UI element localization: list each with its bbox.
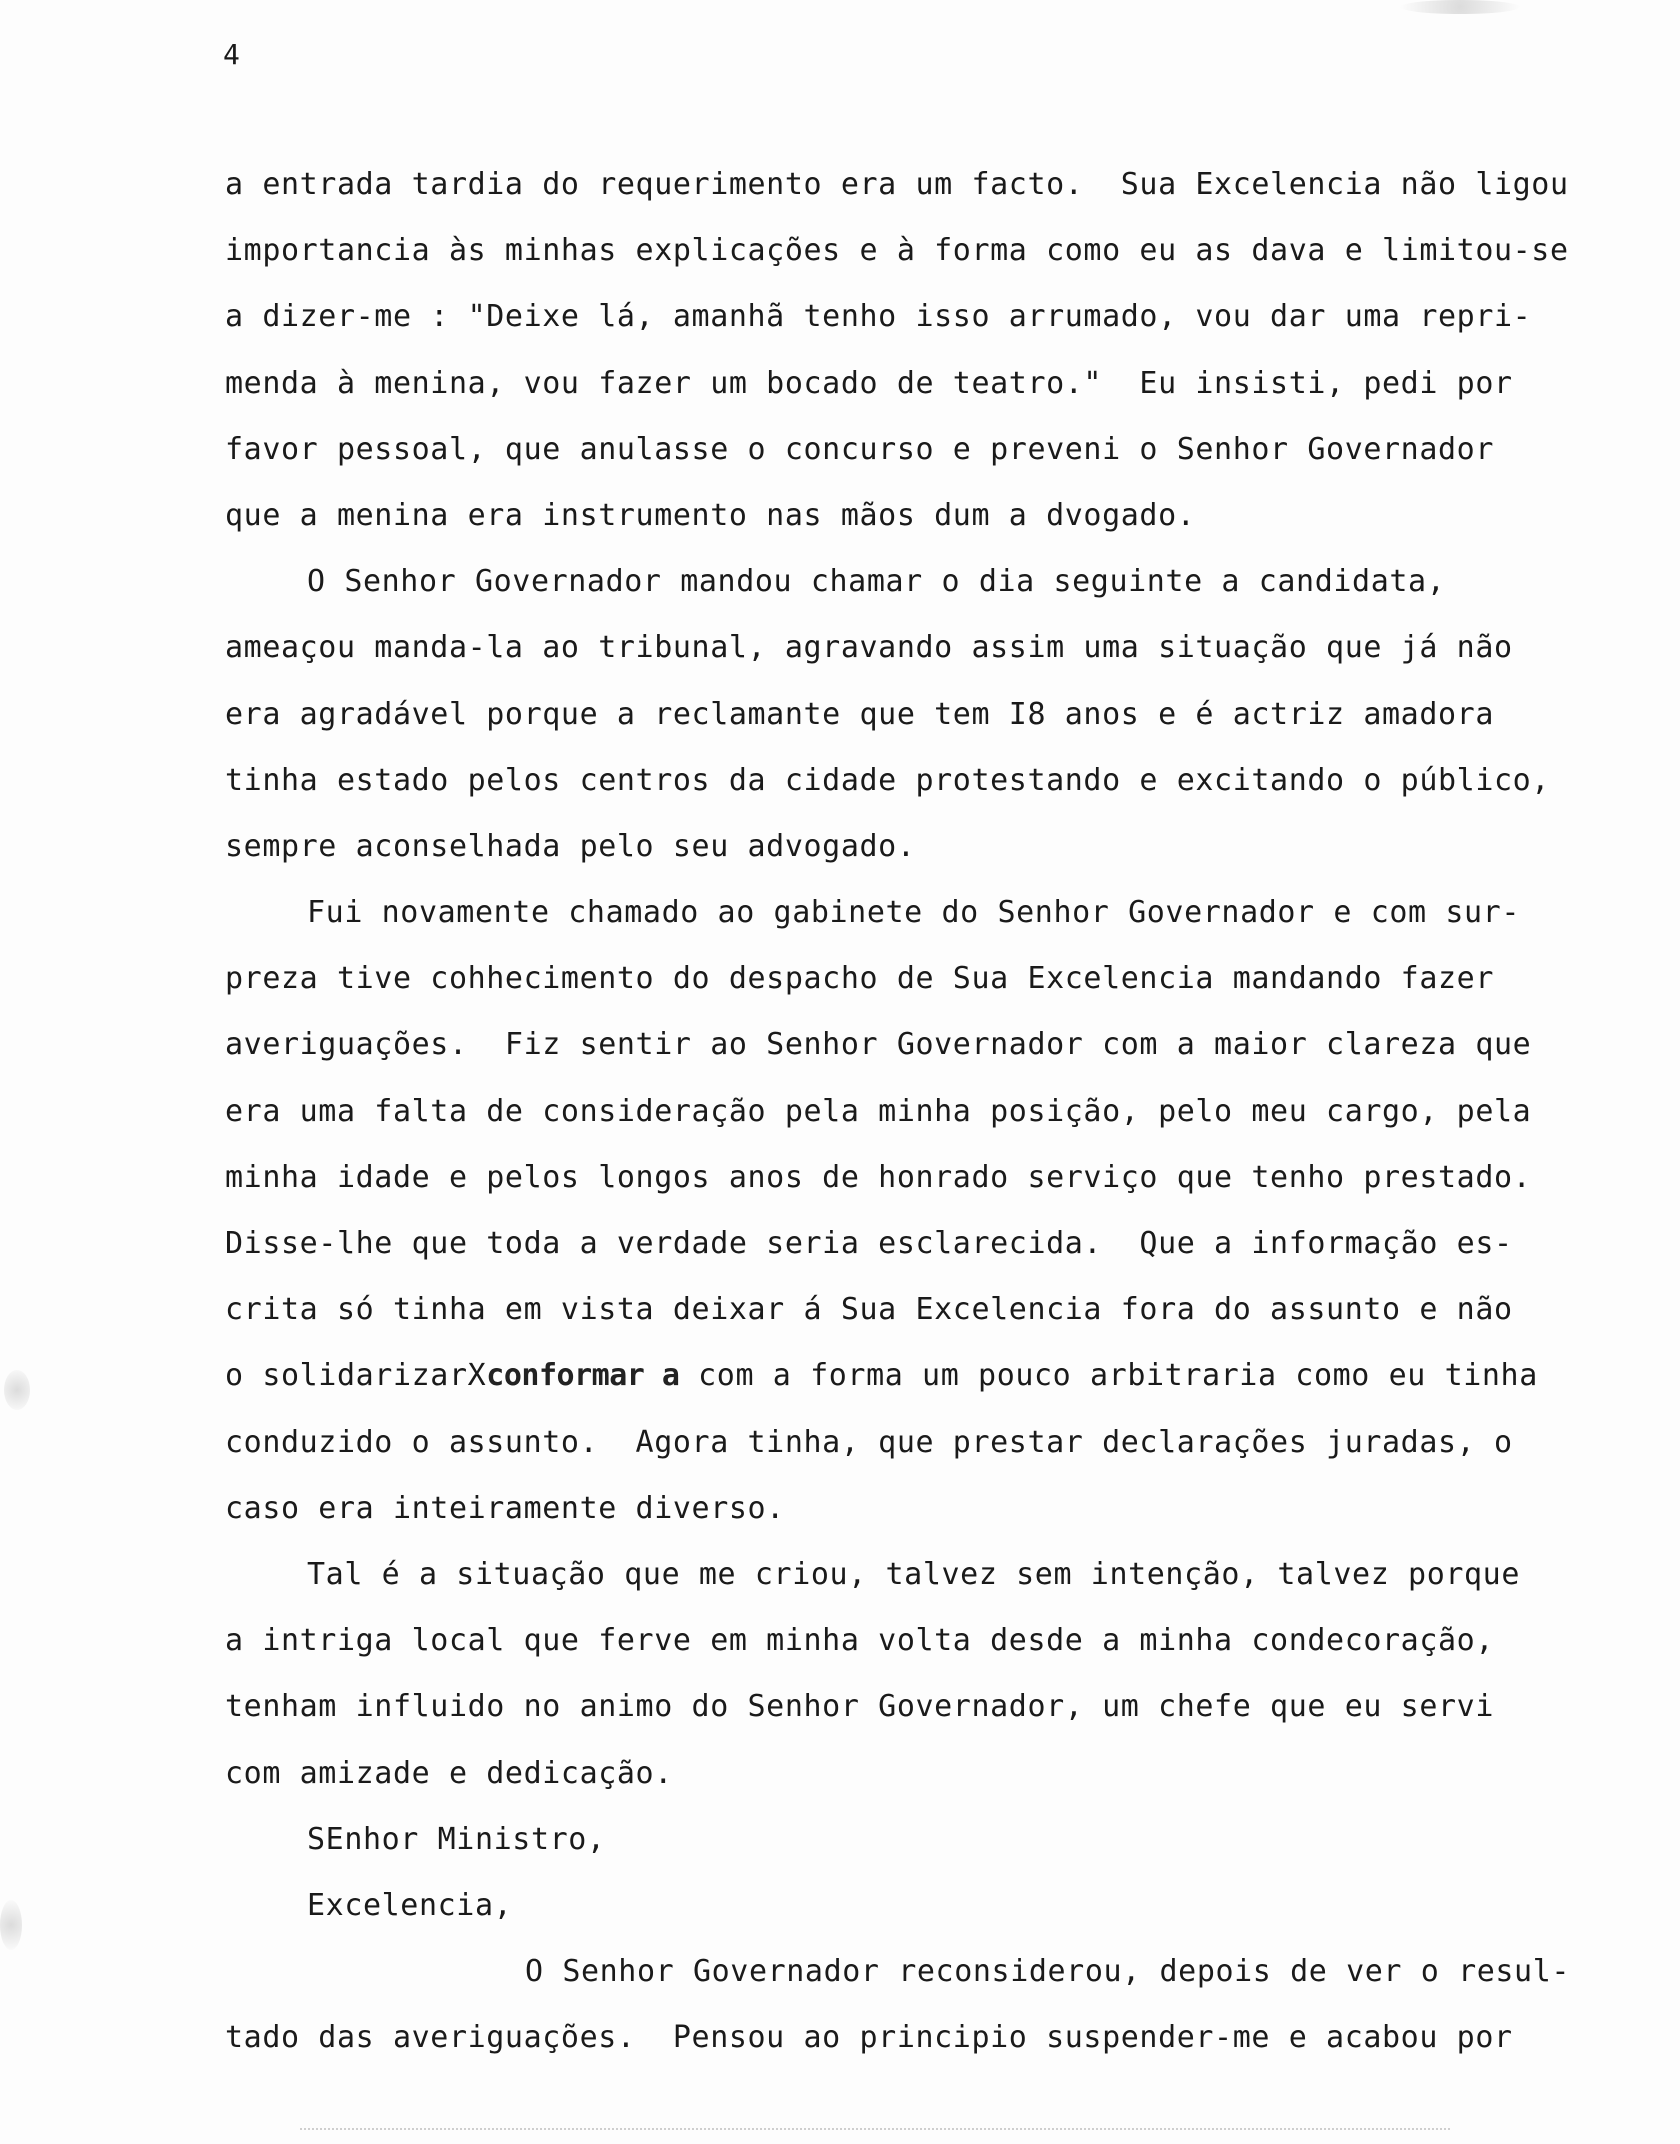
paragraph-start-line: Tal é a situação que me criou, talvez sem intenção, talvez porque (307, 1556, 1520, 1592)
scan-smudge (0, 1900, 22, 1950)
text-line: era agradável porque a reclamante que tem I8 anos e é actriz amadora (225, 696, 1494, 732)
text-line: crita só tinha em vista deixar á Sua Excelencia fora do assunto e não (225, 1292, 1513, 1328)
text-line: menda à menina, vou fazer um bocado de teatro." Eu insisti, pedi por (225, 365, 1513, 401)
scan-edge-marks (300, 2128, 1450, 2130)
paragraph-start-line: O Senhor Governador mandou chamar o dia seguinte a candidata, (307, 564, 1446, 600)
text-line-with-overstrike (225, 1351, 1665, 1417)
text-line: era uma falta de consideração pela minha posição, pelo meu cargo, pela (225, 1093, 1532, 1129)
text-line: ameaçou manda-la ao tribunal, agravando assim uma situação que já não (225, 630, 1513, 666)
text-segment: o solidarizarX (225, 1358, 487, 1394)
text-line: minha idade e pelos longos anos de honrado serviço que tenho prestado. (225, 1159, 1532, 1195)
text-line: tenham influido no animo do Senhor Governador, um chefe que eu servi (225, 1689, 1494, 1725)
paragraph-start-line: O Senhor Governador reconsiderou, depois de ver o resul- (525, 1954, 1571, 1990)
text-line: tinha estado pelos centros da cidade protestando e excitando o público, (225, 762, 1550, 798)
text-line: a entrada tardia do requerimento era um facto. Sua Excelencia não ligou (225, 167, 1569, 202)
text-line: caso era inteiramente diverso. (225, 1490, 785, 1526)
text-line: preza tive cohhecimento do despacho de Sua Excelencia mandando fazer (225, 961, 1494, 997)
page-number: 4 (223, 38, 241, 71)
overstruck-text: conformar a (486, 1358, 680, 1394)
scan-smudge (4, 1370, 30, 1410)
text-line: Disse-lhe que toda a verdade seria esclarecida. Que a informação es- (225, 1226, 1513, 1261)
paragraph-start-line: Fui novamente chamado ao gabinete do Senhor Governador e com sur- (307, 895, 1520, 931)
text-line: averiguações. Fiz sentir ao Senhor Governador com a maior clareza que (225, 1027, 1532, 1063)
text-line: com amizade e dedicação. (225, 1755, 673, 1791)
text-line: favor pessoal, que anulasse o concurso e preveni o Senhor Governador (225, 431, 1494, 467)
salutation-line: SEnhor Ministro, (307, 1821, 606, 1857)
text-line: a intriga local que ferve em minha volta desde a minha condecoração, (225, 1623, 1494, 1659)
text-line: sempre aconselhada pelo seu advogado. (225, 828, 916, 864)
salutation-line: Excelencia, (307, 1887, 513, 1923)
scan-smudge (1400, 0, 1520, 14)
text-line: importancia às minhas explicações e à forma como eu as dava e limitou-se (225, 233, 1569, 269)
text-line: conduzido o assunto. Agora tinha, que prestar declarações juradas, o (225, 1424, 1513, 1460)
text-line: tado das averiguações. Pensou ao principio suspender-me e acabou por (225, 2020, 1513, 2056)
text-line: que a menina era instrumento nas mãos dum a dvogado. (225, 497, 1196, 533)
text-segment: com a forma um pouco arbitraria como eu tinha (679, 1358, 1538, 1394)
text-line: a dizer-me : "Deixe lá, amanhã tenho isso arrumado, vou dar uma repri- (225, 299, 1532, 335)
letter-body (225, 160, 1665, 2079)
